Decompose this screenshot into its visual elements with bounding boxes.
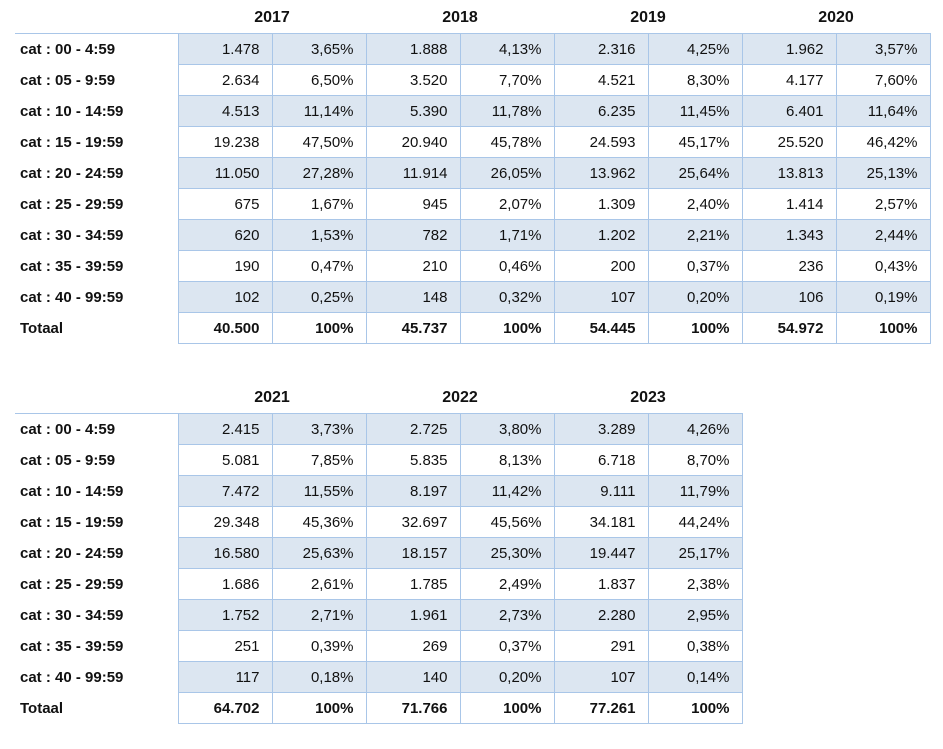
count-cell: 16.580 bbox=[178, 538, 272, 569]
percent-cell: 0,47% bbox=[272, 251, 366, 282]
table-row bbox=[15, 507, 742, 538]
table-head bbox=[15, 382, 742, 414]
count-cell: 140 bbox=[366, 662, 460, 693]
count-cell: 40.500 bbox=[178, 313, 272, 344]
count-cell: 269 bbox=[366, 631, 460, 662]
percent-cell: 3,57% bbox=[836, 34, 930, 65]
count-cell: 19.238 bbox=[178, 127, 272, 158]
count-cell: 54.972 bbox=[742, 313, 836, 344]
header-row bbox=[15, 2, 930, 34]
percent-cell: 47,50% bbox=[272, 127, 366, 158]
row-label: cat : 15 - 19:59 bbox=[15, 127, 178, 158]
percent-cell: 100% bbox=[272, 313, 366, 344]
count-cell: 675 bbox=[178, 189, 272, 220]
count-cell: 20.940 bbox=[366, 127, 460, 158]
count-cell: 1.686 bbox=[178, 569, 272, 600]
corner-cell bbox=[15, 2, 178, 34]
count-cell: 2.280 bbox=[554, 600, 648, 631]
table-row bbox=[15, 662, 742, 693]
percent-cell: 2,40% bbox=[648, 189, 742, 220]
count-cell: 11.914 bbox=[366, 158, 460, 189]
row-label: cat : 40 - 99:59 bbox=[15, 662, 178, 693]
percent-cell: 11,45% bbox=[648, 96, 742, 127]
percent-cell: 8,13% bbox=[460, 445, 554, 476]
count-cell: 6.401 bbox=[742, 96, 836, 127]
percent-cell: 27,28% bbox=[272, 158, 366, 189]
row-label: cat : 10 - 14:59 bbox=[15, 96, 178, 127]
percent-cell: 25,63% bbox=[272, 538, 366, 569]
percent-cell: 2,49% bbox=[460, 569, 554, 600]
count-cell: 1.309 bbox=[554, 189, 648, 220]
count-cell: 1.785 bbox=[366, 569, 460, 600]
count-cell: 945 bbox=[366, 189, 460, 220]
count-cell: 11.050 bbox=[178, 158, 272, 189]
row-label: cat : 15 - 19:59 bbox=[15, 507, 178, 538]
percent-cell: 100% bbox=[648, 313, 742, 344]
percent-cell: 0,32% bbox=[460, 282, 554, 313]
count-cell: 107 bbox=[554, 282, 648, 313]
count-cell: 1.961 bbox=[366, 600, 460, 631]
percent-cell: 11,55% bbox=[272, 476, 366, 507]
count-cell: 29.348 bbox=[178, 507, 272, 538]
table-2017-2020 bbox=[15, 2, 943, 344]
table-body bbox=[15, 34, 930, 344]
count-cell: 77.261 bbox=[554, 693, 648, 724]
percent-cell: 2,07% bbox=[460, 189, 554, 220]
count-cell: 5.835 bbox=[366, 445, 460, 476]
row-label: cat : 10 - 14:59 bbox=[15, 476, 178, 507]
row-label: cat : 35 - 39:59 bbox=[15, 251, 178, 282]
year-header: 2019 bbox=[554, 2, 742, 34]
percent-cell: 25,30% bbox=[460, 538, 554, 569]
percent-cell: 2,71% bbox=[272, 600, 366, 631]
count-cell: 45.737 bbox=[366, 313, 460, 344]
year-header: 2022 bbox=[366, 382, 554, 414]
table-body bbox=[15, 414, 742, 724]
percent-cell: 11,78% bbox=[460, 96, 554, 127]
count-cell: 4.521 bbox=[554, 65, 648, 96]
percent-cell: 8,30% bbox=[648, 65, 742, 96]
percent-cell: 2,73% bbox=[460, 600, 554, 631]
percent-cell: 4,25% bbox=[648, 34, 742, 65]
percent-cell: 0,38% bbox=[648, 631, 742, 662]
percent-cell: 6,50% bbox=[272, 65, 366, 96]
percent-cell: 2,44% bbox=[836, 220, 930, 251]
percent-cell: 7,85% bbox=[272, 445, 366, 476]
year-header: 2018 bbox=[366, 2, 554, 34]
percent-cell: 26,05% bbox=[460, 158, 554, 189]
count-cell: 5.081 bbox=[178, 445, 272, 476]
percent-cell: 100% bbox=[272, 693, 366, 724]
corner-cell bbox=[15, 382, 178, 414]
count-cell: 2.316 bbox=[554, 34, 648, 65]
percent-cell: 46,42% bbox=[836, 127, 930, 158]
percent-cell: 8,70% bbox=[648, 445, 742, 476]
count-cell: 3.520 bbox=[366, 65, 460, 96]
count-cell: 1.343 bbox=[742, 220, 836, 251]
count-cell: 24.593 bbox=[554, 127, 648, 158]
percent-cell: 2,95% bbox=[648, 600, 742, 631]
percent-cell: 100% bbox=[460, 693, 554, 724]
count-cell: 4.513 bbox=[178, 96, 272, 127]
count-cell: 102 bbox=[178, 282, 272, 313]
percent-cell: 3,65% bbox=[272, 34, 366, 65]
percent-cell: 0,14% bbox=[648, 662, 742, 693]
count-cell: 117 bbox=[178, 662, 272, 693]
count-cell: 3.289 bbox=[554, 414, 648, 445]
row-label: cat : 25 - 29:59 bbox=[15, 189, 178, 220]
row-label: cat : 05 - 9:59 bbox=[15, 445, 178, 476]
year-header: 2021 bbox=[178, 382, 366, 414]
count-cell: 148 bbox=[366, 282, 460, 313]
percent-cell: 0,20% bbox=[648, 282, 742, 313]
percent-cell: 0,46% bbox=[460, 251, 554, 282]
percent-cell: 3,73% bbox=[272, 414, 366, 445]
year-header: 2017 bbox=[178, 2, 366, 34]
count-cell: 200 bbox=[554, 251, 648, 282]
count-cell: 2.725 bbox=[366, 414, 460, 445]
count-cell: 210 bbox=[366, 251, 460, 282]
percent-cell: 2,61% bbox=[272, 569, 366, 600]
percent-cell: 7,70% bbox=[460, 65, 554, 96]
percent-cell: 1,67% bbox=[272, 189, 366, 220]
total-row bbox=[15, 693, 742, 724]
percent-cell: 0,25% bbox=[272, 282, 366, 313]
row-label: cat : 00 - 4:59 bbox=[15, 34, 178, 65]
table-row bbox=[15, 34, 930, 65]
row-label: cat : 20 - 24:59 bbox=[15, 158, 178, 189]
percent-cell: 100% bbox=[836, 313, 930, 344]
count-cell: 54.445 bbox=[554, 313, 648, 344]
row-label: cat : 25 - 29:59 bbox=[15, 569, 178, 600]
table-row bbox=[15, 445, 742, 476]
count-cell: 9.111 bbox=[554, 476, 648, 507]
percent-cell: 45,78% bbox=[460, 127, 554, 158]
count-cell: 6.235 bbox=[554, 96, 648, 127]
count-cell: 8.197 bbox=[366, 476, 460, 507]
percent-cell: 25,64% bbox=[648, 158, 742, 189]
row-label: Totaal bbox=[15, 313, 178, 344]
table-2021-2023 bbox=[15, 382, 943, 724]
row-label: cat : 30 - 34:59 bbox=[15, 600, 178, 631]
table-row bbox=[15, 538, 742, 569]
count-cell: 13.962 bbox=[554, 158, 648, 189]
percent-cell: 0,39% bbox=[272, 631, 366, 662]
table-row bbox=[15, 220, 930, 251]
percent-cell: 3,80% bbox=[460, 414, 554, 445]
percent-cell: 2,21% bbox=[648, 220, 742, 251]
count-cell: 6.718 bbox=[554, 445, 648, 476]
count-cell: 1.888 bbox=[366, 34, 460, 65]
data-table bbox=[15, 382, 743, 724]
table-row bbox=[15, 414, 742, 445]
row-label: cat : 30 - 34:59 bbox=[15, 220, 178, 251]
year-header: 2023 bbox=[554, 382, 742, 414]
percent-cell: 11,64% bbox=[836, 96, 930, 127]
count-cell: 25.520 bbox=[742, 127, 836, 158]
percent-cell: 100% bbox=[648, 693, 742, 724]
percent-cell: 11,79% bbox=[648, 476, 742, 507]
count-cell: 1.962 bbox=[742, 34, 836, 65]
percent-cell: 0,19% bbox=[836, 282, 930, 313]
count-cell: 190 bbox=[178, 251, 272, 282]
row-label: cat : 20 - 24:59 bbox=[15, 538, 178, 569]
count-cell: 1.752 bbox=[178, 600, 272, 631]
count-cell: 13.813 bbox=[742, 158, 836, 189]
count-cell: 106 bbox=[742, 282, 836, 313]
table-head bbox=[15, 2, 930, 34]
header-row bbox=[15, 382, 742, 414]
percent-cell: 4,13% bbox=[460, 34, 554, 65]
percent-cell: 25,17% bbox=[648, 538, 742, 569]
table-row bbox=[15, 631, 742, 662]
table-row bbox=[15, 158, 930, 189]
table-row bbox=[15, 282, 930, 313]
percent-cell: 0,37% bbox=[460, 631, 554, 662]
row-label: cat : 00 - 4:59 bbox=[15, 414, 178, 445]
count-cell: 71.766 bbox=[366, 693, 460, 724]
table-row bbox=[15, 189, 930, 220]
percent-cell: 25,13% bbox=[836, 158, 930, 189]
row-label: cat : 05 - 9:59 bbox=[15, 65, 178, 96]
table-row bbox=[15, 65, 930, 96]
count-cell: 2.415 bbox=[178, 414, 272, 445]
count-cell: 107 bbox=[554, 662, 648, 693]
count-cell: 620 bbox=[178, 220, 272, 251]
percent-cell: 0,43% bbox=[836, 251, 930, 282]
year-header: 2020 bbox=[742, 2, 930, 34]
percent-cell: 4,26% bbox=[648, 414, 742, 445]
count-cell: 291 bbox=[554, 631, 648, 662]
count-cell: 19.447 bbox=[554, 538, 648, 569]
count-cell: 32.697 bbox=[366, 507, 460, 538]
count-cell: 2.634 bbox=[178, 65, 272, 96]
percent-cell: 0,37% bbox=[648, 251, 742, 282]
percent-cell: 2,57% bbox=[836, 189, 930, 220]
percent-cell: 0,18% bbox=[272, 662, 366, 693]
count-cell: 236 bbox=[742, 251, 836, 282]
row-label: Totaal bbox=[15, 693, 178, 724]
count-cell: 251 bbox=[178, 631, 272, 662]
percent-cell: 45,56% bbox=[460, 507, 554, 538]
table-row bbox=[15, 251, 930, 282]
count-cell: 34.181 bbox=[554, 507, 648, 538]
count-cell: 782 bbox=[366, 220, 460, 251]
row-label: cat : 40 - 99:59 bbox=[15, 282, 178, 313]
table-row bbox=[15, 96, 930, 127]
row-label: cat : 35 - 39:59 bbox=[15, 631, 178, 662]
count-cell: 1.202 bbox=[554, 220, 648, 251]
percent-cell: 45,36% bbox=[272, 507, 366, 538]
percent-cell: 0,20% bbox=[460, 662, 554, 693]
table-row bbox=[15, 476, 742, 507]
count-cell: 1.837 bbox=[554, 569, 648, 600]
table-row bbox=[15, 127, 930, 158]
count-cell: 5.390 bbox=[366, 96, 460, 127]
count-cell: 4.177 bbox=[742, 65, 836, 96]
percent-cell: 45,17% bbox=[648, 127, 742, 158]
table-row bbox=[15, 569, 742, 600]
percent-cell: 7,60% bbox=[836, 65, 930, 96]
percent-cell: 1,53% bbox=[272, 220, 366, 251]
count-cell: 1.414 bbox=[742, 189, 836, 220]
data-table bbox=[15, 2, 931, 344]
percent-cell: 2,38% bbox=[648, 569, 742, 600]
count-cell: 18.157 bbox=[366, 538, 460, 569]
percent-cell: 44,24% bbox=[648, 507, 742, 538]
percent-cell: 11,42% bbox=[460, 476, 554, 507]
total-row bbox=[15, 313, 930, 344]
table-row bbox=[15, 600, 742, 631]
percent-cell: 1,71% bbox=[460, 220, 554, 251]
percent-cell: 100% bbox=[460, 313, 554, 344]
percent-cell: 11,14% bbox=[272, 96, 366, 127]
count-cell: 1.478 bbox=[178, 34, 272, 65]
count-cell: 7.472 bbox=[178, 476, 272, 507]
count-cell: 64.702 bbox=[178, 693, 272, 724]
